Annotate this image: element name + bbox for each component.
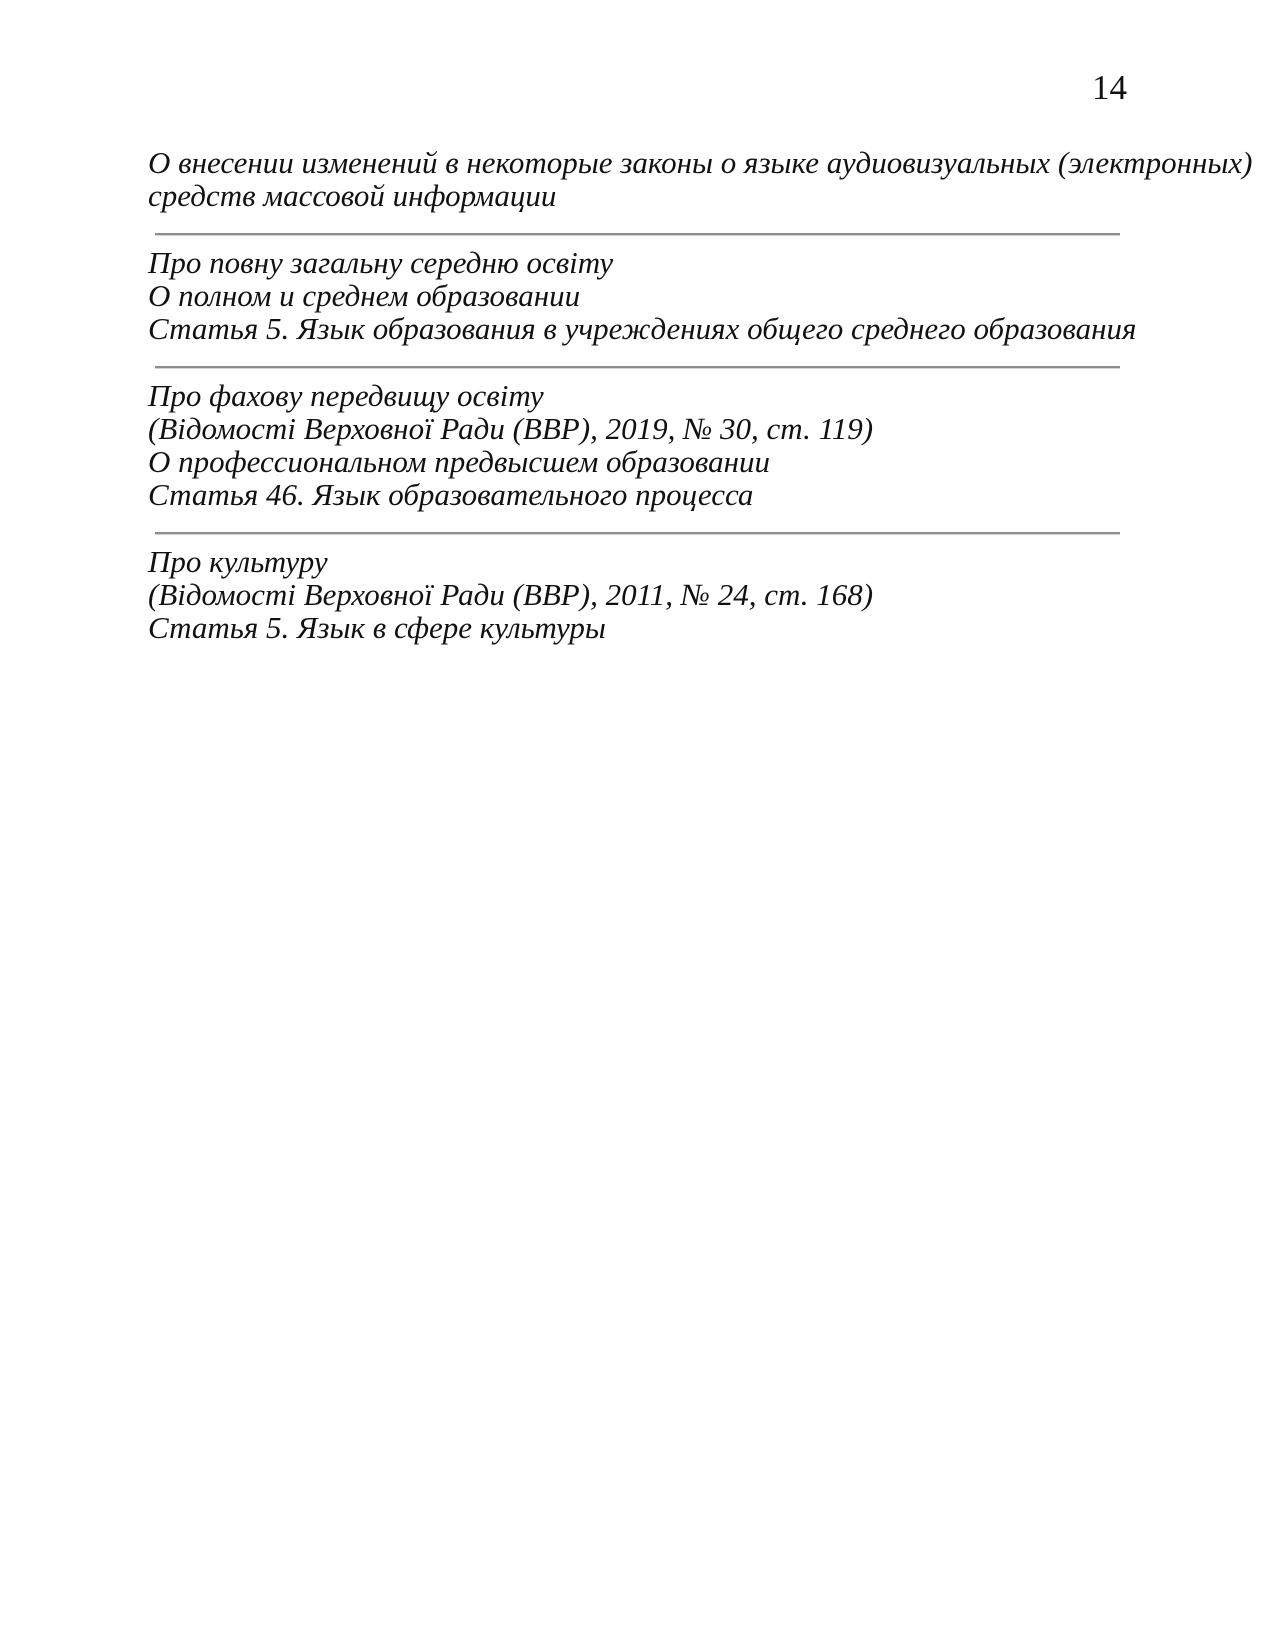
text-line: О полном и среднем образовании (148, 278, 581, 313)
text-line: (Відомості Верховної Ради (ВВР), 2011, № 24, ст. 168) (148, 577, 874, 612)
document-body (148, 145, 1253, 645)
law-entry-audiovisual-media (148, 145, 1253, 213)
text-line: Статья 5. Язык в сфере культуры (148, 610, 606, 645)
section-divider (155, 233, 1120, 236)
text-line: Про фахову передвищу освіту (148, 378, 544, 413)
text-line: Про повну загальну середню освіту (148, 245, 614, 280)
law-entry-professional-pre-higher-education (148, 379, 1128, 511)
text-line: О внесении изменений в некоторые законы о языке аудиовизуальных (электронных) (148, 145, 1253, 180)
text-line: (Відомості Верховної Ради (ВВР), 2019, № 30, ст. 119) (148, 411, 874, 446)
text-line: Статья 5. Язык образования в учреждениях общего среднего образования (148, 311, 1137, 346)
text-line: средств массовой информации (148, 178, 557, 213)
law-entry-culture (148, 545, 1128, 644)
page-number: 14 (1092, 68, 1127, 107)
text-line: Статья 46. Язык образовательного процесса (148, 477, 754, 512)
text-line: Про культуру (148, 544, 328, 579)
section-divider (155, 366, 1120, 369)
text-line: О профессиональном предвысшем образовании (148, 444, 771, 479)
law-entry-general-secondary-education (148, 245, 1137, 346)
section-divider (155, 532, 1120, 535)
